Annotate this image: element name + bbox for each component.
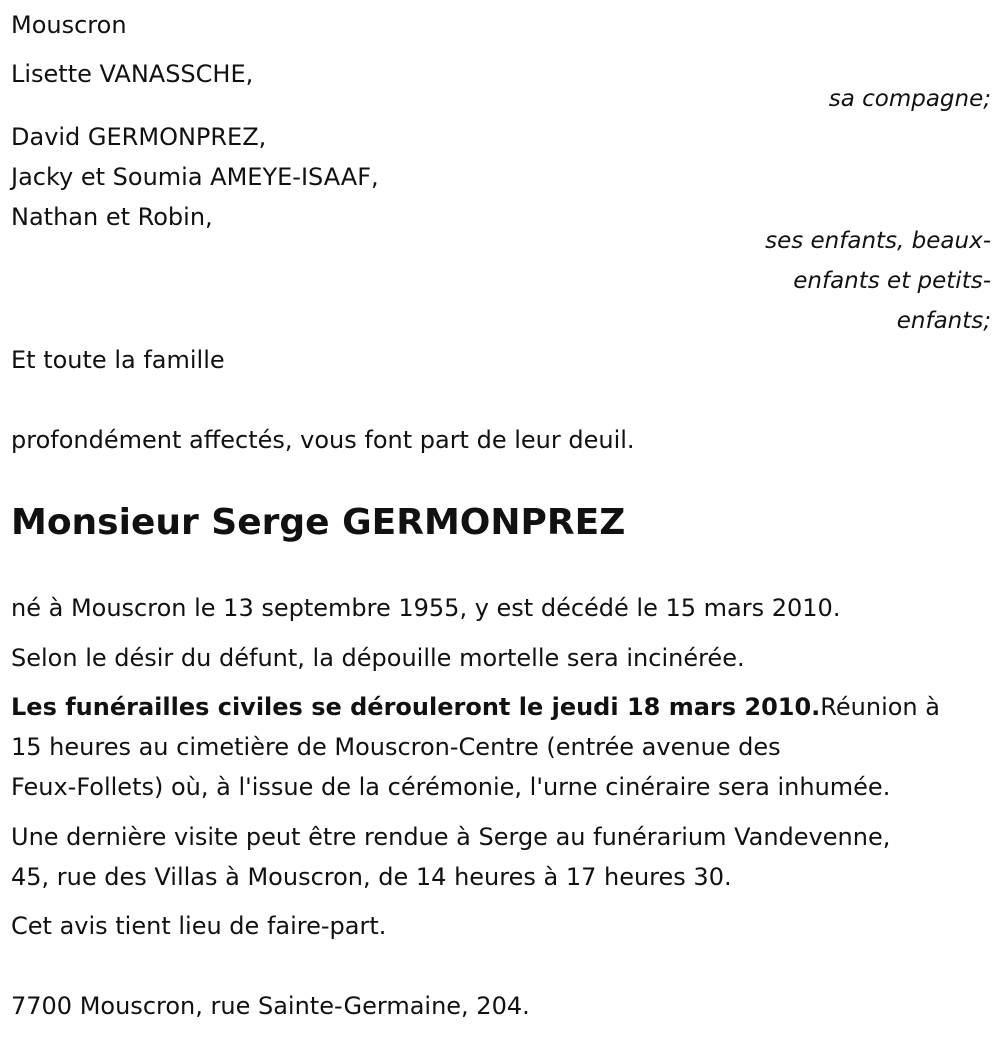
notice-line: Cet avis tient lieu de faire-part. (11, 912, 387, 940)
other-family: Et toute la famille (11, 346, 225, 374)
children-role-line: ses enfants, beaux- (765, 228, 991, 254)
partner-name: Lisette VANASSCHE, (11, 60, 254, 88)
funeral-meeting: Réunion à (820, 693, 940, 721)
funeral-date: Les funérailles civiles se dérouleront le jeudi 18 mars 2010. (11, 693, 821, 721)
child-name: David GERMONPREZ, (11, 123, 267, 151)
visit-line: 45, rue des Villas à Mouscron, de 14 heures à 17 heures 30. (11, 863, 732, 891)
child-name: Nathan et Robin, (11, 203, 213, 231)
visit-line: Une dernière visite peut être rendue à Serge au funérarium Vandevenne, (11, 823, 891, 851)
partner-role: sa compagne; (828, 86, 991, 112)
deceased-name: Monsieur Serge GERMONPREZ (11, 502, 626, 543)
funeral-line (11, 687, 940, 727)
children-role-line: enfants; (896, 308, 991, 334)
funeral-line: Feux-Follets) où, à l'issue de la cérémonie, l'urne cinéraire sera inhumée. (11, 773, 891, 801)
children-role-line: enfants et petits- (793, 268, 991, 294)
cremation-line: Selon le désir du défunt, la dépouille mortelle sera incinérée. (11, 644, 745, 672)
funeral-line: 15 heures au cimetière de Mouscron-Centre (entrée avenue des (11, 733, 781, 761)
child-name: Jacky et Soumia AMEYE-ISAAF, (11, 163, 379, 191)
announcement: profondément affectés, vous font part de leur deuil. (11, 426, 635, 454)
birth-death-line: né à Mouscron le 13 septembre 1955, y est décédé le 15 mars 2010. (11, 594, 841, 622)
address-line: 7700 Mouscron, rue Sainte-Germaine, 204. (11, 992, 530, 1020)
city-heading: Mouscron (11, 11, 127, 39)
